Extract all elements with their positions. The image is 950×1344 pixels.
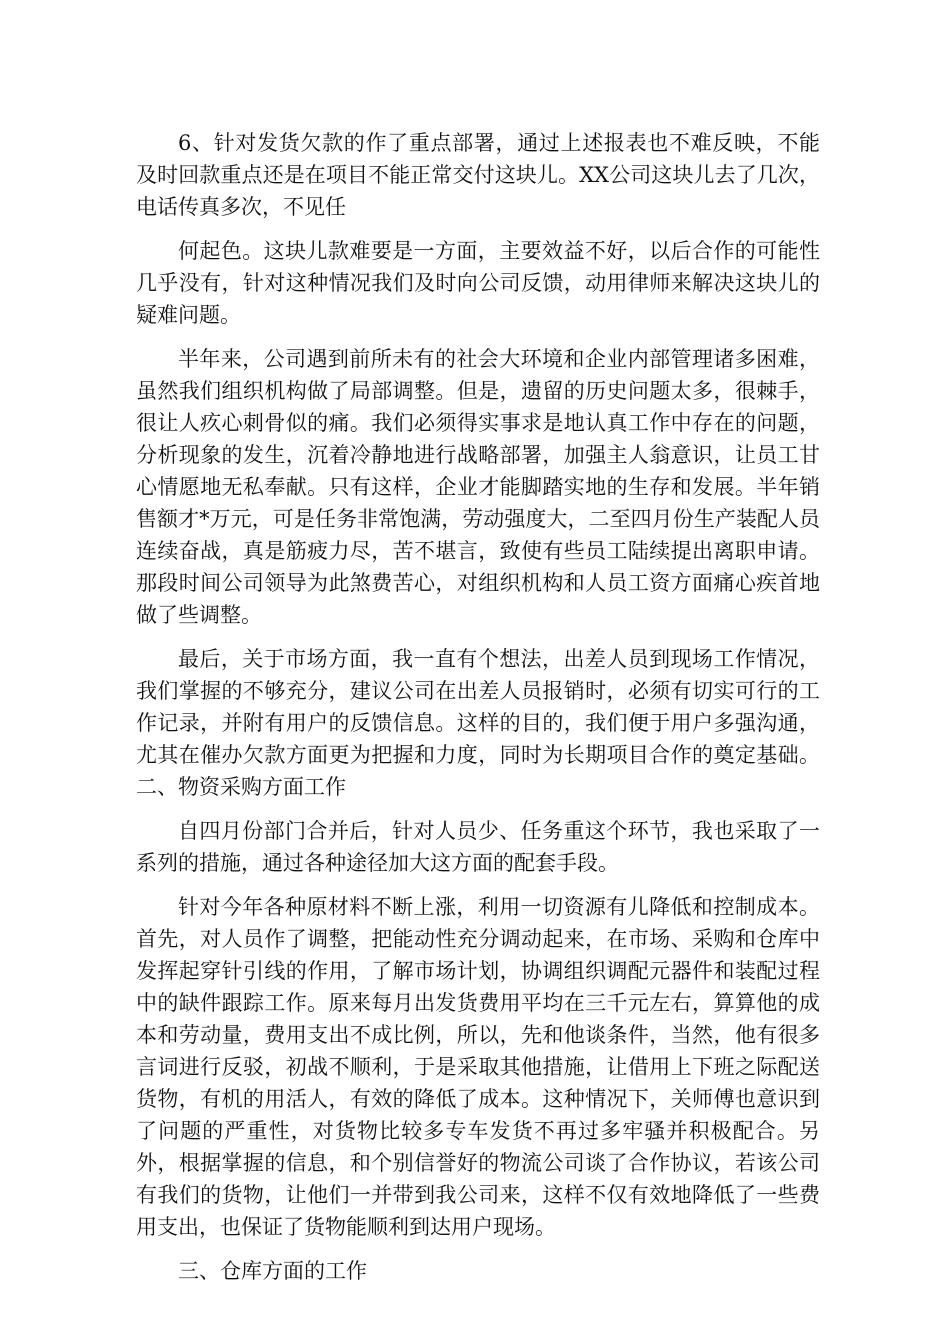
section-heading-warehouse: 三、仓库方面的工作 [178,1259,367,1283]
paragraph-5: 自四月份部门合并后，针对人员少、任务重这个环节，我也采取了一系列的措施，通过各种途径加大这方面的配套手段。 [136,819,820,875]
paragraph-4: 最后，关于市场方面，我一直有个想法，出差人员到现场工作情况，我们掌握的不够充分，建议公司在出差人员报销时，必须有切实可行的工作记录，并附有用户的反馈信息。这样的目的，我们便于用户多强沟通，尤其在催办欠款方面更为把握和力度，同时为长期项目合作的奠定基础。二、物资采购方面工作 [136,647,820,799]
document-page [136,127,820,1299]
paragraph-3: 半年来，公司遇到前所未有的社会大环境和企业内部管理诸多困难，虽然我们组织机构做了局部调整。但是，遗留的历史问题太多，很棘手，很让人疚心刺骨似的痛。我们必须得实事求是地认真工作中存在的问题，分析现象的发生，沉着冷静地进行战略部署，加强主人翁意识，让员工甘心情愿地无私奉献。只有这样，企业才能脚踏实地的生存和发展。半年销售额才*万元，可是任务非常饱满，劳动强度大，二至四月份生产装配人员连续奋战，真是筋疲力尽，苦不堪言，致使有些员工陆续提出离职申请。那段时间公司领导为此煞费苦心，对组织机构和人员工资方面痛心疾首地做了些调整。 [136,347,820,627]
paragraph-2: 何起色。这块儿款难要是一方面，主要效益不好，以后合作的可能性几乎没有，针对这种情况我们及时向公司反馈，动用律师来解决这块儿的疑难问题。 [136,239,820,327]
paragraph-6: 针对今年各种原材料不断上涨，利用一切资源有儿降低和控制成本。首先，对人员作了调整，把能动性充分调动起来，在市场、采购和仓库中发挥起穿针引线的作用，了解市场计划，协调组织调配元器件和装配过程中的缺件跟踪工作。原来每月出发货费用平均在三千元左右，算算他的成本和劳动量，费用支出不成比例，所以，先和他谈条件，当然，他有很多言词进行反驳，初战不顺利，于是采取其他措施，让借用上下班之际配送货物，有机的用活人，有效的降低了成本。这种情况下，关师傅也意识到了问题的严重性，对货物比较多专车发货不再过多牢骚并积极配合。另外，根据掌握的信息，和个别信誉好的物流公司谈了合作协议，若该公司有我们的货物，让他们一并带到我公司来，这样不仅有效地降低了一些费用支出，也保证了货物能顺利到达用户现场。 [136,895,820,1239]
paragraph-1: 6、针对发货欠款的作了重点部署，通过上述报表也不难反映，不能及时回款重点还是在项目不能正常交付这块儿。XX公司这块儿去了几次，电话传真多次，不见任 [136,131,820,219]
